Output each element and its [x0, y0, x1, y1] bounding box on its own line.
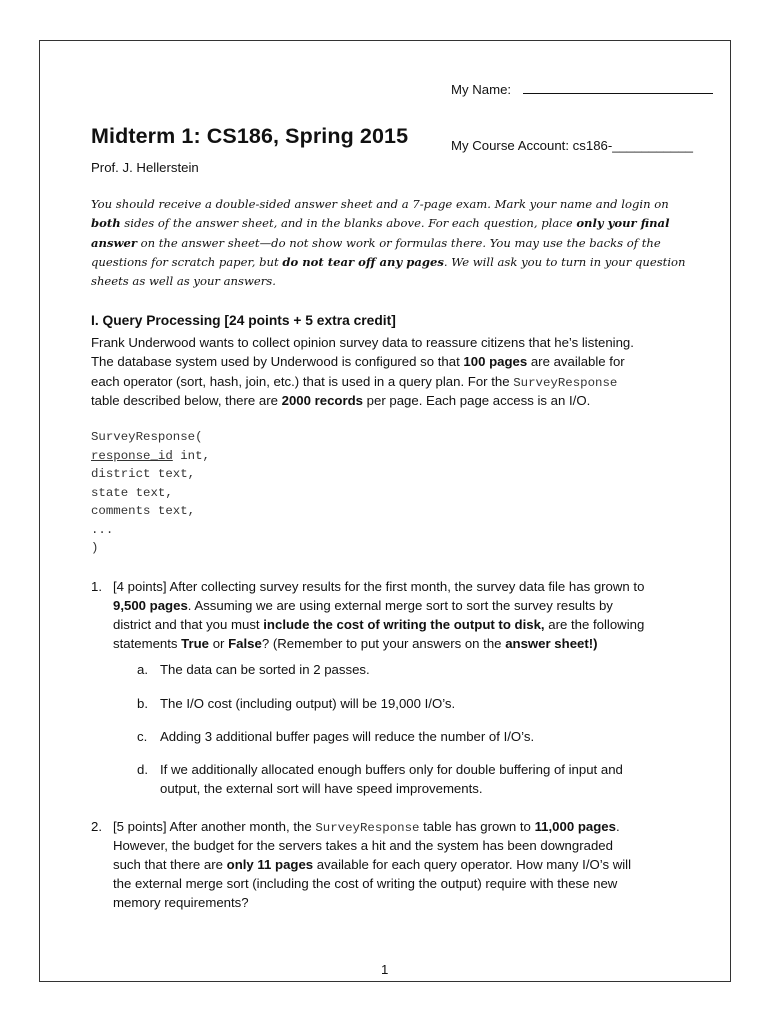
question-2-line-2: However, the budget for the servers takes a hit and the system has been downgraded: [113, 838, 613, 853]
emphasis-both: both: [91, 216, 121, 230]
question-text: are the following: [544, 617, 645, 632]
primary-key: response_id: [91, 449, 173, 463]
question-text: available for each query operator. How many I/O’s will: [313, 857, 632, 872]
section-paragraph-line-3: [91, 374, 617, 390]
emphasis-11-pages: only 11 pages: [226, 857, 314, 872]
question-text: .: [615, 819, 620, 834]
option-c-letter: c.: [137, 729, 148, 744]
option-d-letter: d.: [137, 762, 148, 777]
page-number: 1: [381, 962, 389, 977]
emphasis-2000-records: 2000 records: [281, 393, 363, 408]
option-d-text-line-1: If we additionally allocated enough buffers only for double buffering of input and: [160, 762, 623, 777]
exam-title: Midterm 1: CS186, Spring 2015: [91, 124, 409, 148]
emphasis-100-pages: 100 pages: [463, 354, 528, 369]
instructions-text: sides of the answer sheet, and in the blanks above. For each question, place: [120, 216, 577, 230]
question-text: statements: [113, 636, 182, 651]
account-label: My Course Account: cs186-: [451, 138, 613, 153]
schema-line-5: comments text,: [91, 504, 196, 518]
question-text: district and that you must: [113, 617, 264, 632]
instructions-line-5: sheets as well as your answers.: [91, 274, 276, 288]
question-2-line-5: memory requirements?: [113, 895, 249, 910]
option-c-text: Adding 3 additional buffer pages will reduce the number of I/O’s.: [160, 729, 535, 744]
section-paragraph-line-4: [91, 393, 590, 408]
schema-line-2: [91, 449, 210, 463]
paragraph-text: each operator (sort, hash, join, etc.) that is used in a query plan. For the: [91, 374, 514, 389]
emphasis-final: only your final: [576, 216, 670, 230]
question-1-line-4: [113, 636, 598, 651]
section-paragraph-line-1: Frank Underwood wants to collect opinion survey data to reassure citizens that he’s listening.: [91, 335, 634, 350]
schema-type: int,: [172, 449, 210, 463]
schema-line-4: state text,: [91, 486, 173, 500]
schema-line-6: ...: [91, 523, 114, 537]
instructions-line-1: You should receive a double-sided answer sheet and a 7-page exam. Mark your name and login on: [91, 197, 669, 211]
course-account-field: [451, 138, 693, 153]
question-text: or: [209, 636, 229, 651]
schema-line-7: ): [91, 541, 99, 555]
instructions-text: on the answer sheet—do not show work or formulas there. You may use the backs of the: [136, 236, 661, 250]
paragraph-text: per page. Each page access is an I/O.: [363, 393, 591, 408]
instructions-text: . We will ask you to turn in your question: [443, 255, 686, 269]
question-text: table has grown to: [419, 819, 535, 834]
emphasis-no-tear: do not tear off any pages: [282, 255, 444, 269]
emphasis-11000-pages: 11,000 pages: [534, 819, 616, 834]
emphasis-answer-sheet: answer sheet!): [505, 636, 598, 651]
emphasis-true: True: [181, 636, 210, 651]
option-a-letter: a.: [137, 662, 148, 677]
option-d-text-line-2: output, the external sort will have speed improvements.: [160, 781, 483, 796]
option-b-text: The I/O cost (including output) will be 19,000 I/O’s.: [160, 696, 456, 711]
paragraph-text: table described below, there are: [91, 393, 282, 408]
emphasis-answer: answer: [91, 236, 137, 250]
emphasis-false: False: [228, 636, 262, 651]
question-1-line-1: [4 points] After collecting survey results for the first month, the survey data file has grown to: [113, 579, 645, 594]
option-b-letter: b.: [137, 696, 148, 711]
instructions-line-4: [91, 255, 686, 269]
question-text: [5 points] After another month, the: [113, 819, 316, 834]
table-name-code: SurveyResponse: [315, 821, 420, 835]
paragraph-text: The database system used by Underwood is configured so that: [91, 354, 464, 369]
schema-line-3: district text,: [91, 467, 196, 481]
schema-line-1: SurveyResponse(: [91, 430, 203, 444]
instructions-text: questions for scratch paper, but: [91, 255, 283, 269]
name-field: [451, 81, 713, 97]
instructions-line-3: [91, 236, 661, 250]
option-a-text: The data can be sorted in 2 passes.: [160, 662, 370, 677]
question-2-line-3: [113, 857, 631, 872]
question-text: ? (Remember to put your answers on the: [261, 636, 506, 651]
name-blank: [523, 81, 713, 94]
question-text: . Assuming we are using external merge sort to sort the survey results by: [187, 598, 613, 613]
emphasis-9500-pages: 9,500 pages: [113, 598, 188, 613]
author: Prof. J. Hellerstein: [91, 160, 199, 175]
table-name-code: SurveyResponse: [513, 376, 618, 390]
question-1-line-3: [113, 617, 644, 632]
section-paragraph-line-2: [91, 354, 625, 369]
question-2-number: 2.: [91, 819, 102, 834]
question-text: such that there are: [113, 857, 227, 872]
question-2-line-1: [113, 819, 620, 835]
instructions-line-2: [91, 216, 669, 230]
section-heading: I. Query Processing [24 points + 5 extra credit]: [91, 313, 396, 328]
name-label: My Name:: [451, 82, 512, 97]
question-1-number: 1.: [91, 579, 102, 594]
emphasis-include-cost: include the cost of writing the output to disk,: [263, 617, 545, 632]
question-2-line-4: the external merge sort (including the cost of writing the output) require with these new: [113, 876, 618, 891]
account-blank: ___________: [612, 138, 693, 153]
question-1-line-2: [113, 598, 613, 613]
paragraph-text: are available for: [527, 354, 625, 369]
